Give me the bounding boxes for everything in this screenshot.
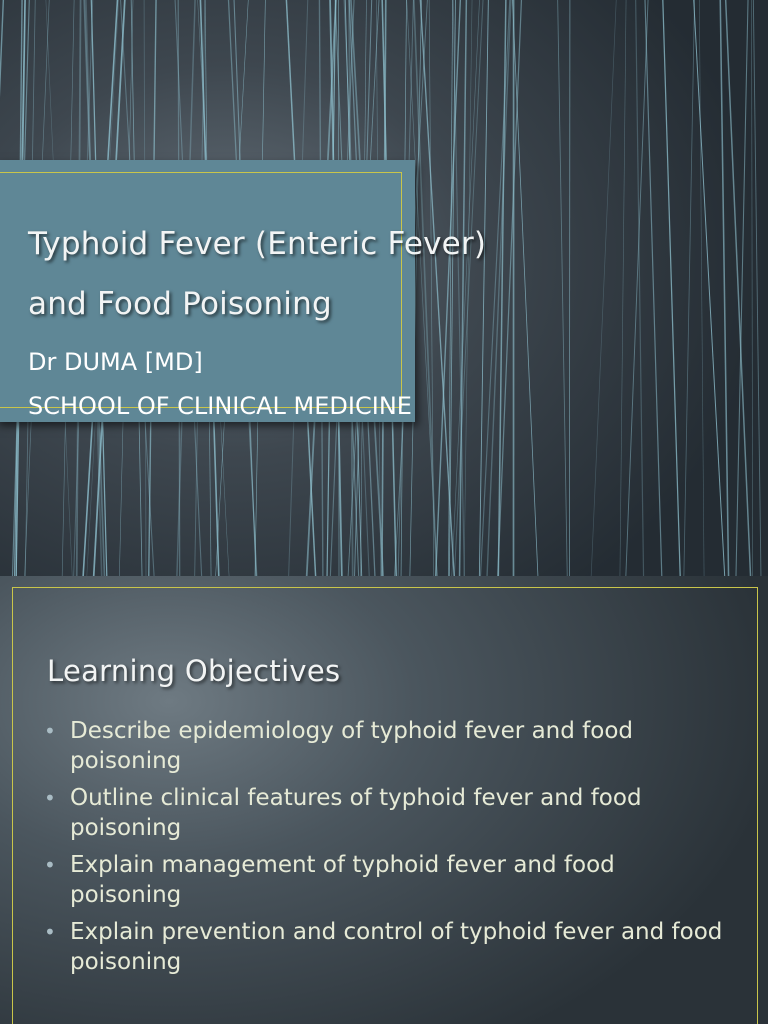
objective-text: Explain management of typhoid fever and food poisoning (70, 852, 615, 908)
strand-line (684, 0, 695, 576)
institution-name: SCHOOL OF CLINICAL MEDICINE (28, 392, 412, 420)
objective-item (44, 783, 724, 843)
strand-line (753, 0, 761, 576)
strand-line (694, 0, 725, 576)
objectives-slide (0, 576, 768, 1024)
objective-text: Describe epidemiology of typhoid fever and food poisoning (70, 718, 633, 774)
slide-title (28, 214, 588, 334)
strand-line (720, 0, 728, 576)
bullet-icon: • (44, 853, 56, 877)
title-line-2: and Food Poisoning (28, 286, 332, 322)
objective-text: Outline clinical features of typhoid fever and food poisoning (70, 785, 642, 841)
strand-line (699, 0, 704, 576)
objectives-heading: Learning Objectives (47, 654, 341, 688)
title-line-1: Typhoid Fever (Enteric Fever) (28, 226, 487, 262)
bullet-icon: • (44, 920, 56, 944)
objective-item (44, 716, 724, 776)
bullet-icon: • (44, 719, 56, 743)
subtitle (28, 340, 412, 428)
objectives-list (44, 716, 724, 984)
strand-line (663, 0, 681, 576)
strand-line (620, 0, 626, 576)
objective-item (44, 850, 724, 910)
strand-line (645, 0, 662, 576)
author-name: Dr DUMA [MD] (28, 348, 203, 376)
strand-line (591, 0, 616, 576)
strand-line (752, 0, 753, 576)
bullet-icon: • (44, 786, 56, 810)
objective-item (44, 917, 724, 977)
objective-text: Explain prevention and control of typhoid fever and food poisoning (70, 919, 723, 975)
